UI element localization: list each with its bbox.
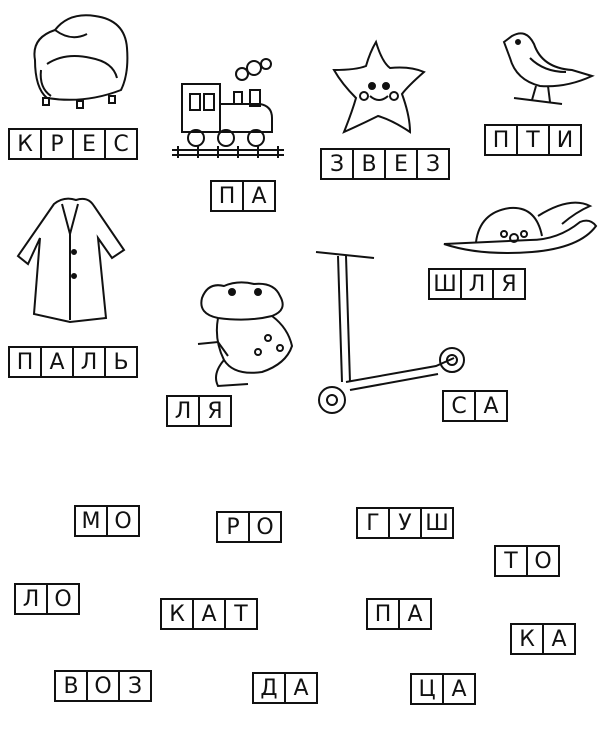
word-stem-sa (442, 390, 508, 422)
letter-cell: Л (72, 346, 106, 378)
word-stem-pa (210, 180, 276, 212)
letter-cell: Е (72, 128, 106, 160)
hat-icon (440, 196, 600, 266)
letter-cell: П (210, 180, 244, 212)
syllable-card-mo[interactable] (74, 505, 140, 537)
letter-cell: Т (224, 598, 258, 630)
letter-cell: О (46, 583, 80, 615)
letter-cell: А (542, 623, 576, 655)
word-stem-pal (8, 346, 138, 378)
letter-cell: К (510, 623, 544, 655)
syllable-card-kat[interactable] (160, 598, 258, 630)
syllable-card-ro[interactable] (216, 511, 282, 543)
letter-cell: О (86, 670, 120, 702)
letter-cell: У (388, 507, 422, 539)
letter-cell: О (526, 545, 560, 577)
syllable-card-gush[interactable] (356, 507, 454, 539)
letter-cell: Я (492, 268, 526, 300)
syllable-card-voz[interactable] (54, 670, 152, 702)
letter-cell: Ц (410, 673, 444, 705)
syllable-card-pa[interactable] (366, 598, 432, 630)
letter-cell: Я (198, 395, 232, 427)
letter-cell: А (474, 390, 508, 422)
letter-cell: Т (494, 545, 528, 577)
letter-cell: А (242, 180, 276, 212)
letter-cell: Д (252, 672, 286, 704)
letter-cell: А (192, 598, 226, 630)
letter-cell: Р (40, 128, 74, 160)
letter-cell: В (352, 148, 386, 180)
letter-cell: П (484, 124, 518, 156)
starfish-icon (330, 38, 430, 138)
letter-cell: Л (460, 268, 494, 300)
letter-cell: Т (516, 124, 550, 156)
bird-icon (496, 28, 596, 108)
word-stem-lya (166, 395, 232, 427)
letter-cell: М (74, 505, 108, 537)
letter-cell: О (248, 511, 282, 543)
letter-cell: А (284, 672, 318, 704)
letter-cell: А (442, 673, 476, 705)
letter-cell: З (416, 148, 450, 180)
letter-cell: П (366, 598, 400, 630)
letter-cell: Ш (420, 507, 454, 539)
word-stem-shlya (428, 268, 526, 300)
letter-cell: Г (356, 507, 390, 539)
letter-cell: А (398, 598, 432, 630)
syllable-card-to[interactable] (494, 545, 560, 577)
letter-cell: К (160, 598, 194, 630)
syllable-card-da[interactable] (252, 672, 318, 704)
word-stem-pti (484, 124, 582, 156)
letter-cell: З (320, 148, 354, 180)
letter-cell: З (118, 670, 152, 702)
letter-cell: Ш (428, 268, 462, 300)
letter-cell: Е (384, 148, 418, 180)
syllable-card-ka[interactable] (510, 623, 576, 655)
letter-cell: Р (216, 511, 250, 543)
syllable-card-lo[interactable] (14, 583, 80, 615)
word-stem-zvez (320, 148, 450, 180)
letter-cell: В (54, 670, 88, 702)
letter-cell: Л (166, 395, 200, 427)
letter-cell: С (104, 128, 138, 160)
letter-cell: К (8, 128, 42, 160)
frog-icon (188, 280, 300, 390)
train-icon (168, 54, 288, 160)
letter-cell: П (8, 346, 42, 378)
letter-cell: Л (14, 583, 48, 615)
syllable-card-tsa[interactable] (410, 673, 476, 705)
armchair-icon (25, 8, 137, 112)
letter-cell: О (106, 505, 140, 537)
coat-icon (14, 194, 134, 324)
letter-cell: И (548, 124, 582, 156)
letter-cell: Ь (104, 346, 138, 378)
letter-cell: А (40, 346, 74, 378)
letter-cell: С (442, 390, 476, 422)
word-stem-kres (8, 128, 138, 160)
